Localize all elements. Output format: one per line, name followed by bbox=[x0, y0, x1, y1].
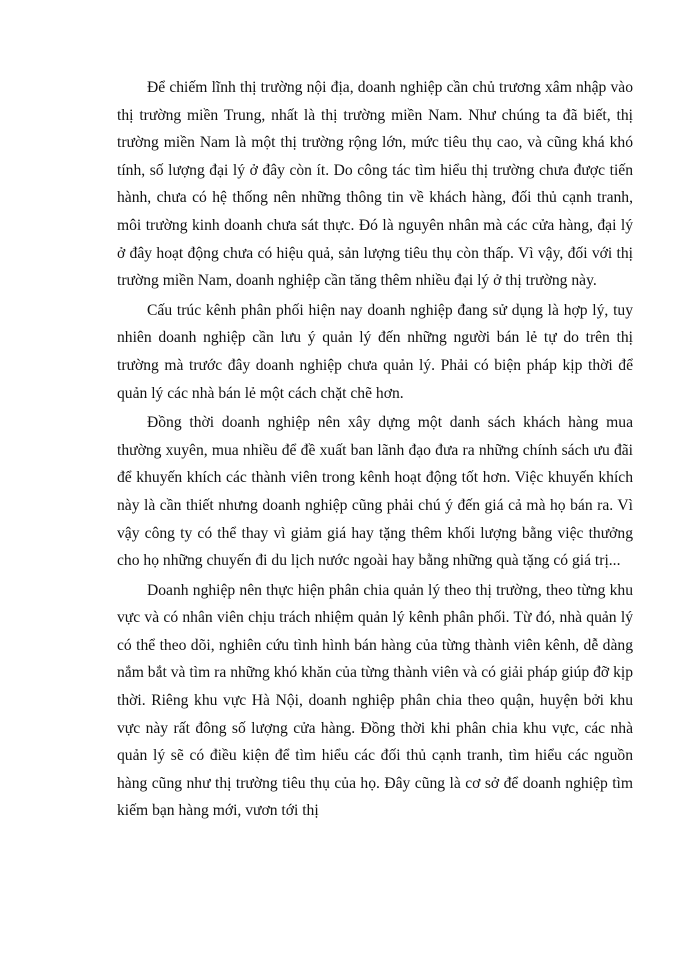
paragraph-4: Doanh nghiệp nên thực hiện phân chia quản lý theo thị trường, theo từng khu vực và có nhân viên chịu trách nhiệm quản lý kênh phân phối. Từ đó, nhà quản lý có thể theo dõi, nghiên cứu tình hình bán hàng của từng thành viên kênh, dễ dàng nắm bắt và tìm ra những khó khăn của từng thành viên và có giải pháp giúp đỡ kịp thời. Riêng khu vực Hà Nội, doanh nghiệp phân chia theo quận, huyện bởi khu vực này rất đông số lượng cửa hàng. Đồng thời khi phân chia khu vực, các nhà quản lý sẽ có điều kiện để tìm hiểu các đối thủ cạnh tranh, tìm hiểu các nguồn hàng cũng như thị trường tiêu thụ của họ. Đây cũng là cơ sở để doanh nghiệp tìm kiếm bạn hàng mới, vươn tới thị bbox=[117, 581, 633, 820]
paragraph-3: Đồng thời doanh nghiệp nên xây dựng một danh sách khách hàng mua thường xuyên, mua nhiều để đề xuất ban lãnh đạo đưa ra những chính sách ưu đãi để khuyến khích các thành viên trong kênh hoạt động tốt hơn. Việc khuyến khích này là cần thiết nhưng doanh nghiệp cũng phải chú ý đến giá cả mà họ bán ra. Vì vậy công ty có thể thay vì giảm giá hay tặng thêm khối lượng bằng việc thưởng cho họ những chuyến đi du lịch nước ngoài hay bằng những quà tặng có giá trị... bbox=[117, 414, 633, 570]
paragraph-2: Cấu trúc kênh phân phối hiện nay doanh nghiệp đang sử dụng là hợp lý, tuy nhiên doanh nghiệp cần lưu ý quản lý đến những người bán lẻ tự do trên thị trường mà trước đây doanh nghiệp chưa quản lý. Phải có biện pháp kịp thời để quản lý các nhà bán lẻ một cách chặt chẽ hơn. bbox=[117, 301, 633, 402]
document-body bbox=[117, 74, 633, 827]
paragraph-1: Để chiếm lĩnh thị trường nội địa, doanh nghiệp cần chủ trương xâm nhập vào thị trường miền Trung, nhất là thị trường miền Nam. Như chúng ta đã biết, thị trường miền Nam là một thị trường rộng lớn, mức tiêu thụ cao, và cũng khá khó tính, số lượng đại lý ở đây còn ít. Do công tác tìm hiểu thị trường chưa được tiến hành, chưa có hệ thống nên những thông tin về khách hàng, đối thủ cạnh tranh, môi trường kinh doanh chưa sát thực. Đó là nguyên nhân mà các cửa hàng, đại lý ở đây hoạt động chưa có hiệu quả, sản lượng tiêu thụ còn thấp. Vì vậy, đối với thị trường miền Nam, doanh nghiệp cần tăng thêm nhiều đại lý ở thị trường này. bbox=[117, 79, 633, 290]
